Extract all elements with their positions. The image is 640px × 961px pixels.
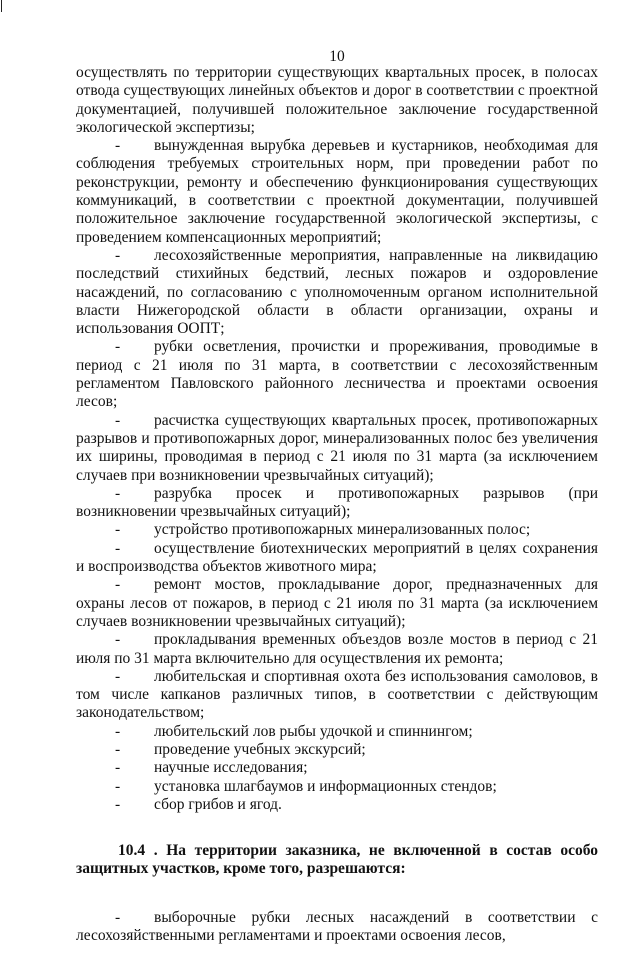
permitted-activities-list bbox=[76, 137, 598, 814]
list-item-text: любительский лов рыбы удочкой и спиннингом; bbox=[154, 722, 473, 740]
list-item bbox=[76, 741, 598, 759]
list-item bbox=[76, 668, 598, 723]
list-dash: - bbox=[115, 795, 121, 813]
list-dash: - bbox=[115, 631, 121, 649]
list-dash: - bbox=[115, 338, 121, 356]
list-item-text: прокладывания временных объездов возле мостов в период с 21 июля по 31 марта включительно для осуществления их ремонта; bbox=[76, 631, 598, 667]
list-dash: - bbox=[115, 777, 121, 795]
list-item bbox=[76, 540, 598, 577]
list-item bbox=[76, 778, 598, 796]
list-dash: - bbox=[115, 521, 121, 539]
list-item-text: установка шлагбаумов и информационных стендов; bbox=[154, 777, 497, 795]
section-heading: 10.4 . На территории заказника, не включенной в состав особо защитных участков, кроме того, разрешаются: bbox=[76, 842, 598, 878]
list-dash: - bbox=[115, 411, 121, 429]
list-item-text: разрубка просек и противопожарных разрывов (при возникновении чрезвычайных ситуаций); bbox=[76, 484, 598, 521]
list-item bbox=[76, 412, 598, 485]
list-item bbox=[76, 796, 598, 814]
list-dash: - bbox=[115, 722, 121, 740]
list-dash: - bbox=[115, 484, 121, 502]
list-item-text: проведение учебных экскурсий; bbox=[154, 740, 366, 758]
list-item-text: любительская и спортивная охота без использования самоловов, в том числе капканов различных типов, в соответствии с действующим законодательством; bbox=[76, 667, 598, 722]
page-edge-mark bbox=[1, 0, 2, 12]
list-item bbox=[76, 137, 598, 247]
list-item bbox=[76, 338, 598, 411]
list-item bbox=[76, 247, 598, 338]
list-item bbox=[76, 576, 598, 631]
list-item-text: лесохозяйственные мероприятия, направленные на ликвидацию последствий стихийных бедствий, лесных пожаров и оздоровление насаждений, по согласованию с уполномоченным органом исполнительной власти Нижегородской области в области организации, охраны и использования ООПТ; bbox=[76, 246, 598, 338]
list-dash: - bbox=[115, 576, 121, 594]
list-dash: - bbox=[115, 740, 121, 758]
list-item bbox=[76, 909, 598, 946]
list-item-text: осуществление биотехнических мероприятий в целях сохранения и воспроизводства объектов животного мира; bbox=[76, 539, 598, 576]
list-dash: - bbox=[115, 667, 121, 685]
list-dash: - bbox=[115, 908, 121, 926]
list-item-text: устройство противопожарных минерализованных полос; bbox=[154, 521, 531, 539]
list-dash: - bbox=[115, 246, 121, 264]
list-item-text: научные исследования; bbox=[154, 759, 308, 777]
page-number: 10 bbox=[329, 48, 345, 65]
list-item-text: сбор грибов и ягод. bbox=[154, 795, 282, 813]
list-item bbox=[76, 521, 598, 539]
list-item bbox=[76, 485, 598, 522]
list-item bbox=[76, 723, 598, 741]
list-item-text: выборочные рубки лесных насаждений в соответствии с лесохозяйственными регламентами и проектами освоения лесов, bbox=[76, 908, 598, 945]
list-dash: - bbox=[115, 137, 121, 155]
list-item bbox=[76, 759, 598, 777]
list-item bbox=[76, 631, 598, 668]
list-item-text: расчистка существующих квартальных просек, противопожарных разрывов и противопожарных дорог, минерализованных полос без увеличения их ширины, проводимая в период с 21 июля по 31 марта (за исключением случаев при возникновении чрезвычайных ситуаций); bbox=[76, 411, 598, 484]
document-body bbox=[76, 64, 598, 961]
list-dash: - bbox=[115, 539, 121, 557]
list-item-text: рубки осветления, прочистки и прореживания, проводимые в период с 21 июля по 31 марта, в соответствии с лесохозяйственным регламентом Павловского районного лесничества и проектами освоения лесов; bbox=[76, 338, 598, 411]
list-dash: - bbox=[115, 759, 121, 777]
list-item-text: ремонт мостов, прокладывание дорог, предназначенных для охраны лесов от пожаров, в период с 21 июля по 31 марта (за исключением случаев возникновении чрезвычайных ситуаций); bbox=[76, 576, 598, 630]
list-item-text: вынужденная вырубка деревьев и кустарников, необходимая для соблюдения требуемых строительных норм, при проведении работ по реконструкции, ремонту и обеспечению функционирования существующих коммуникаций, в соответствии с проектной документации, получившей положительное заключение государственной экологической экспертизы, с проведением компенсационных мероприятий; bbox=[76, 137, 598, 246]
intro-paragraph: осуществлять по территории существующих квартальных просек, в полосах отвода существующих линейных объектов и дорог в соответствии с проектной документацией, получившей положительное заключение государственной экологической экспертизы; bbox=[76, 64, 598, 136]
